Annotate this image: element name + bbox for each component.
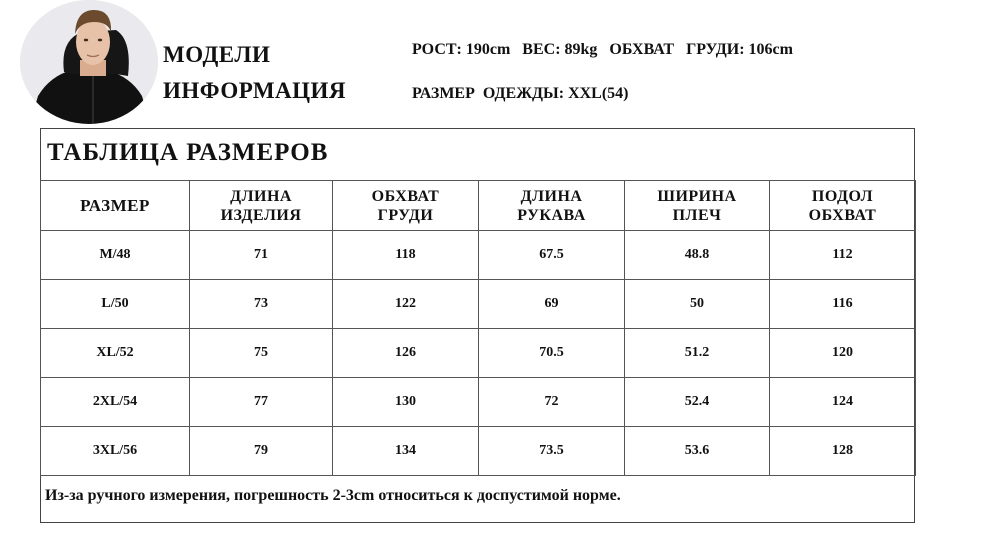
cell-hem: 116 bbox=[770, 280, 916, 329]
table-row bbox=[41, 427, 916, 476]
header-shoulder: ШИРИНА ПЛЕЧ bbox=[625, 181, 770, 231]
cell-size: L/50 bbox=[41, 280, 190, 329]
size-chart bbox=[40, 128, 915, 523]
cell-sleeve: 69 bbox=[479, 280, 625, 329]
cell-size: XL/52 bbox=[41, 329, 190, 378]
measurement-note: Из-за ручного измерения, погрешность 2-3cm относиться к доспустимой норме. bbox=[45, 487, 621, 504]
cell-sleeve: 70.5 bbox=[479, 329, 625, 378]
cell-shoulder: 52.4 bbox=[625, 378, 770, 427]
header-hem: ПОДОЛ ОБХВАТ bbox=[770, 181, 916, 231]
table-row bbox=[41, 231, 916, 280]
cell-length: 75 bbox=[190, 329, 333, 378]
model-info-title bbox=[163, 38, 346, 110]
size-chart-title: ТАБЛИЦА РАЗМЕРОВ bbox=[47, 139, 329, 166]
cell-sleeve: 72 bbox=[479, 378, 625, 427]
cell-size: 3XL/56 bbox=[41, 427, 190, 476]
cell-length: 73 bbox=[190, 280, 333, 329]
cell-size: 2XL/54 bbox=[41, 378, 190, 427]
cell-hem: 112 bbox=[770, 231, 916, 280]
cell-shoulder: 53.6 bbox=[625, 427, 770, 476]
cell-hem: 124 bbox=[770, 378, 916, 427]
table-row bbox=[41, 280, 916, 329]
cell-shoulder: 48.8 bbox=[625, 231, 770, 280]
header-sleeve: ДЛИНА РУКАВА bbox=[479, 181, 625, 231]
model-measurements: РОСТ: 190cm ВЕС: 89kg ОБХВАТ ГРУДИ: 106cm bbox=[412, 41, 793, 58]
header-size: РАЗМЕР bbox=[41, 181, 190, 231]
cell-shoulder: 50 bbox=[625, 280, 770, 329]
cell-hem: 128 bbox=[770, 427, 916, 476]
cell-sleeve: 67.5 bbox=[479, 231, 625, 280]
cell-length: 79 bbox=[190, 427, 333, 476]
cell-chest: 134 bbox=[333, 427, 479, 476]
cell-chest: 126 bbox=[333, 329, 479, 378]
table-row bbox=[41, 378, 916, 427]
cell-chest: 130 bbox=[333, 378, 479, 427]
size-table bbox=[40, 180, 916, 476]
cell-chest: 122 bbox=[333, 280, 479, 329]
cell-size: M/48 bbox=[41, 231, 190, 280]
model-photo bbox=[20, 0, 158, 124]
cell-length: 77 bbox=[190, 378, 333, 427]
header-length: ДЛИНА ИЗДЕЛИЯ bbox=[190, 181, 333, 231]
model-stats bbox=[412, 40, 793, 104]
table-header-row bbox=[41, 181, 916, 231]
cell-sleeve: 73.5 bbox=[479, 427, 625, 476]
cell-hem: 120 bbox=[770, 329, 916, 378]
model-clothing-size: РАЗМЕР ОДЕЖДЫ: XXL(54) bbox=[412, 85, 629, 102]
model-title-line1: МОДЕЛИ bbox=[163, 42, 271, 67]
header-chest: ОБХВАТ ГРУДИ bbox=[333, 181, 479, 231]
model-title-line2: ИНФОРМАЦИЯ bbox=[163, 78, 347, 103]
cell-chest: 118 bbox=[333, 231, 479, 280]
model-avatar bbox=[20, 0, 158, 124]
cell-length: 71 bbox=[190, 231, 333, 280]
table-row bbox=[41, 329, 916, 378]
cell-shoulder: 51.2 bbox=[625, 329, 770, 378]
